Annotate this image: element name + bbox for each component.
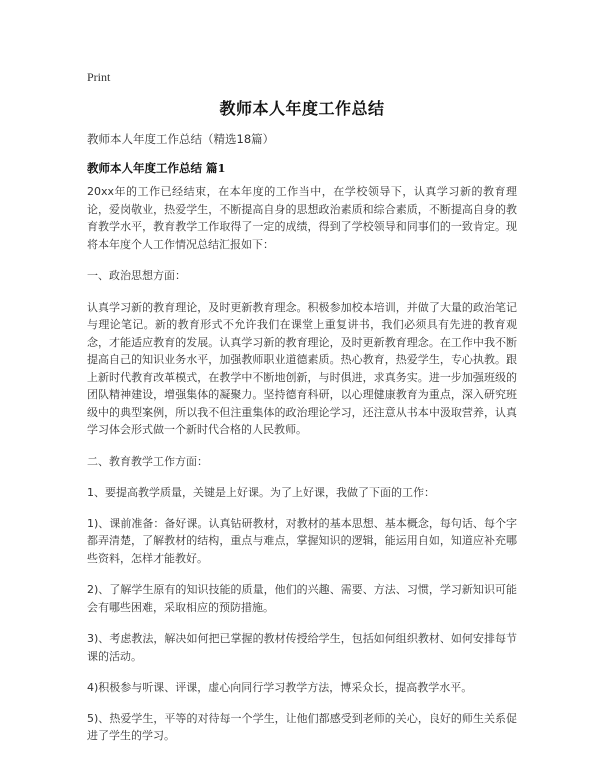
- section-title: 教师本人年度工作总结 篇1: [87, 161, 226, 175]
- paragraph-item-1-5: 5)、热爱学生，平等的对待每一个学生，让他们都感受到老师的关心，良好的师生关系促进了学生的学习。: [87, 711, 517, 742]
- paragraph-item-1: 1、要提高教学质量，关键是上好课。为了上好课，我做了下面的工作：: [87, 486, 435, 499]
- paragraph-item-1-2: 2)、了解学生原有的知识技能的质量，他们的兴趣、需要、方法、习惯，学习新知识可能会有哪些困难，采取相应的预防措施。: [87, 583, 517, 614]
- document-body: [87, 183, 517, 759]
- paragraph-item-1-4: 4)积极参与听课、评课，虚心向同行学习教学方法，博采众长，提高教学水平。: [87, 681, 473, 694]
- paragraph-heading-teaching: 二、教育教学工作方面：: [87, 454, 208, 468]
- paragraph-heading-politics: 一、政治思想方面：: [87, 269, 186, 282]
- paragraph-item-1-1: 1)、课前准备：备好课。认真钻研教材，对教材的基本思想、基本概念，每句话、每个字都弄清楚，了解教材的结构，重点与难点，掌握知识的逻辑，能运用自如，知道应补充哪些资料，怎样才能教好。: [87, 516, 517, 565]
- paragraph-item-1-3: 3)、考虑教法，解决如何把已掌握的教材传授给学生，包括如何组织教材、如何安排每节课的活动。: [87, 632, 517, 663]
- paragraph-intro: 20xx年的工作已经结束，在本年度的工作当中，在学校领导下，认真学习新的教育理论，爱岗敬业，热爱学生，不断提高自身的思想政治素质和综合素质，不断提高自身的教育教学水平，教育教学工作取得了一定的成绩，得到了学校领导和同事们的一致肯定。现将本年度个人工作情况总结汇报如下：: [87, 185, 517, 251]
- print-link[interactable]: Print: [87, 70, 111, 84]
- document-subtitle: 教师本人年度工作总结（精选18篇）: [87, 132, 275, 146]
- document-title: 教师本人年度工作总结: [219, 99, 385, 118]
- paragraph-politics: 认真学习新的教育理论，及时更新教育理念。积极参加校本培训，并做了大量的政治笔记与理论笔记。新的教育形式不允许我们在课堂上重复讲书，我们必须具有先进的教育观念，才能适应教育的发展。认真学习新的教育理论，及时更新教育理念。在工作中我不断提高自己的知识业务水平，加强教师职业道德素质。热心教育，热爱学生，专心执教。跟上新时代教育改革模式，在教学中不断地创新，与时俱进，求真务实。进一步加强班级的团队精神建设，增强集体的凝聚力。坚持德育科研，以心理健康教育为重点，深入研究班级中的典型案例，所以我不但注重集体的政治理论学习，还注意从书本中汲取营养，认真学习体会形式做一个新时代合格的人民教师。: [87, 300, 517, 436]
